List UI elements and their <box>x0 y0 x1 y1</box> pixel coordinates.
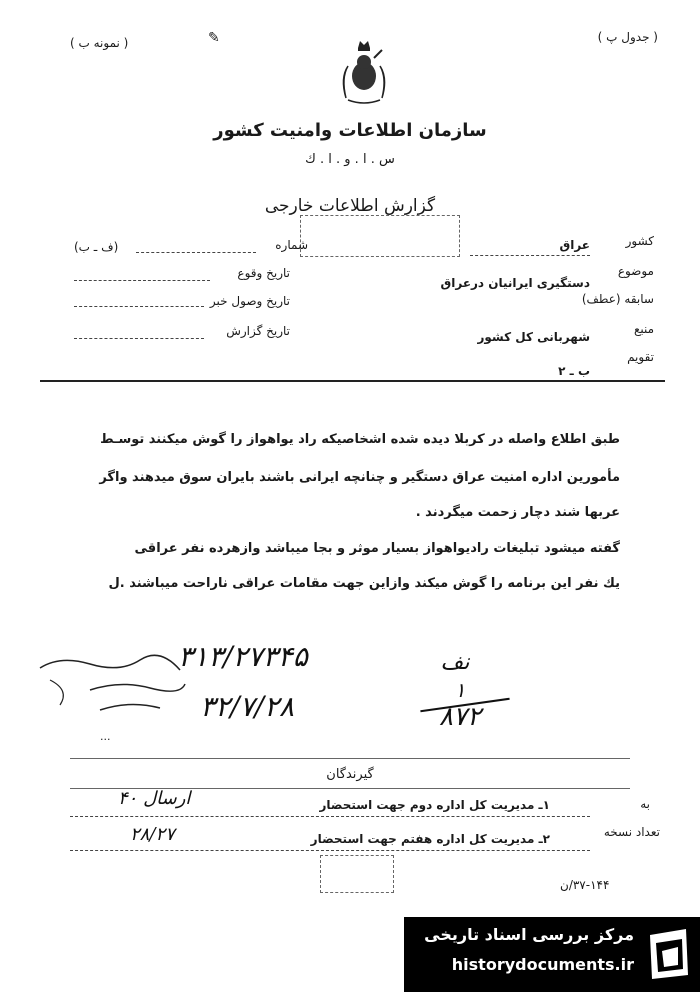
recipient-2: ۲ـ مدیریت کل اداره هفتم جهت استحضار <box>310 832 550 846</box>
subject-value: دستگیری ایرانیان درعراق <box>440 276 590 290</box>
censor-stamp <box>300 215 460 257</box>
report-title: گزارش اطلاعات خارجی <box>264 196 436 216</box>
handwritten-note-fraction-top: ۱ <box>454 678 466 702</box>
report-date-dotline <box>74 338 204 339</box>
signature-text: ... <box>100 730 111 743</box>
footer-watermark <box>404 917 700 992</box>
form-type-right: ( جدول پ ) <box>597 30 658 44</box>
subject-label: موضوع <box>617 264 654 278</box>
recipient-1-dotline <box>70 816 590 817</box>
recipient-2-dotline <box>70 850 590 851</box>
event-date-dotline <box>74 280 210 281</box>
recipient-1: ۱ـ مدیریت کل اداره دوم جهت استحضار <box>319 798 550 812</box>
source-value: شهربانی کل کشور <box>477 330 590 344</box>
body-line-4: گفته میشود تبلیغات رادیواهواز بسیار موثر و بجا میباشد وازهرده نفر عراقی <box>134 541 620 556</box>
handwritten-note-fraction-bottom: ۸۷۲ <box>439 702 481 732</box>
country-label: کشور <box>625 234 654 248</box>
censor-stamp-lower <box>320 855 394 893</box>
receipt-date-dotline <box>74 306 204 307</box>
footer-website[interactable]: historydocuments.ir <box>451 955 634 974</box>
recipients-top-rule <box>70 758 630 759</box>
body-line-1: طبق اطلاع واصله در کربلا دیده شده اشخاصیکه راد یواهواز را گوش میکنند توسـط <box>100 432 620 447</box>
form-code: ۳۷-۱۴۴/ن <box>560 878 610 892</box>
number-label: شماره <box>275 238 308 252</box>
evaluation-value: ب ـ ۲ <box>558 364 590 378</box>
emblem-icon <box>336 38 392 108</box>
archive-logo-icon <box>642 925 694 983</box>
footer-center-name: مرکز بررسی اسناد تاریخی <box>424 925 634 944</box>
signature-scribble <box>30 650 190 730</box>
recipient-2-handwritten-note: ۲۸/۲۷ <box>130 824 175 845</box>
recipients-header: گیرندگان <box>326 767 374 782</box>
event-date-label: تاریخ وقوع <box>237 266 290 280</box>
header-divider <box>40 380 665 382</box>
evaluation-label: تقویم <box>627 350 654 364</box>
source-label: منبع <box>633 322 654 336</box>
organization-name: سازمان اطلاعات وامنیت کشور <box>213 120 487 141</box>
country-value: عراق <box>559 238 590 252</box>
number-value: (ف ـ ب) <box>74 240 119 254</box>
body-line-3: عربها شند دچار زحمت میگردند . <box>415 505 620 520</box>
organization-abbreviation: س . ا . و . ا . ك <box>305 152 395 167</box>
handwritten-ref-date: ۳۲/۷/۲۸ <box>200 690 295 723</box>
precedent-label: سابقه (عطف) <box>581 292 654 306</box>
form-type-left: ( نمونه ب ) <box>70 36 129 50</box>
to-label: به <box>640 797 650 811</box>
number-dotline <box>136 252 256 253</box>
body-line-2: مأمورین اداره امنیت عراق دستگیر و چنانچه ایرانی باشند بایران سوق میدهند واگر <box>99 470 620 485</box>
recipient-1-handwritten-note: ارسال ۴۰ <box>118 788 191 809</box>
pen-mark-icon: ✎ <box>208 30 220 46</box>
country-dotline <box>470 255 590 256</box>
receipt-date-label: تاریخ وصول خبر <box>209 294 290 308</box>
report-date-label: تاریخ گزارش <box>226 324 290 338</box>
body-line-5: یك نفر این برنامه را گوش میکند وازاین جهت مقامات عراقی ناراحت میباشند .ل <box>108 576 620 591</box>
handwritten-note-top: نف <box>440 650 470 675</box>
handwritten-ref-number: ۳۱۳/۲۷۳۴۵ <box>178 640 308 673</box>
copies-label: تعداد نسخه <box>603 825 660 839</box>
